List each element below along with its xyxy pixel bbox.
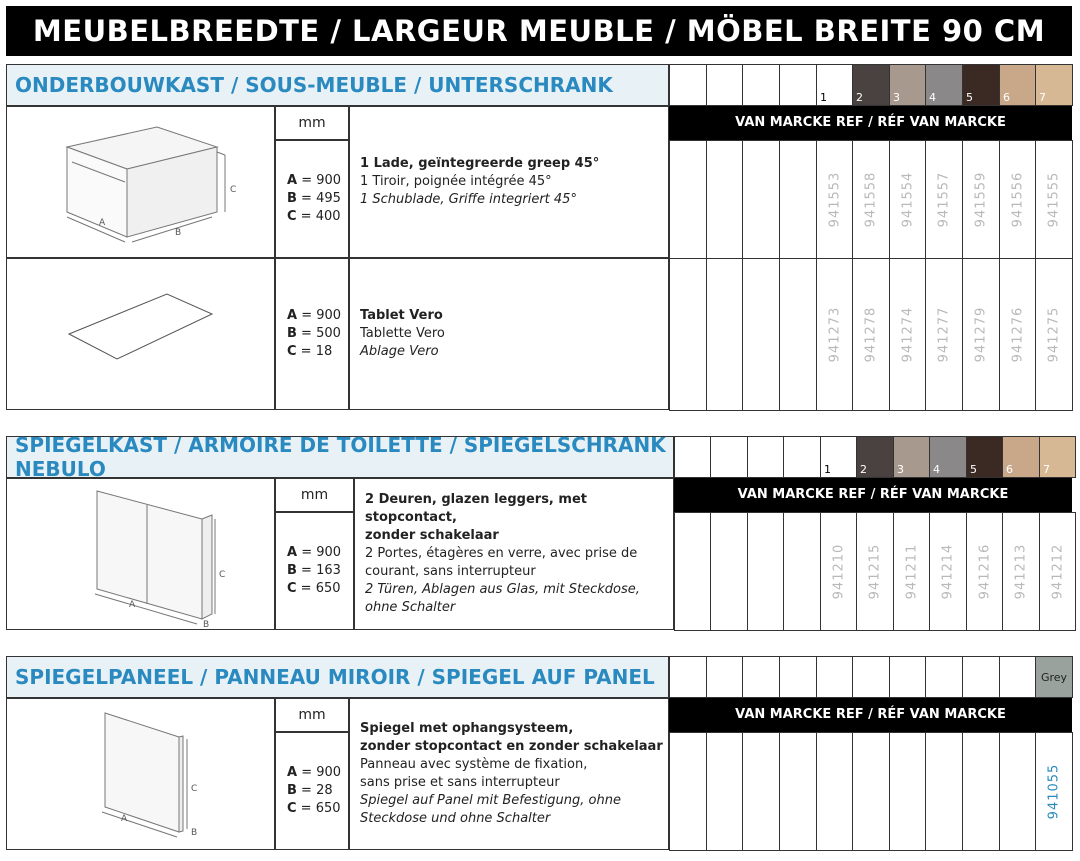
ref-number: 941274 xyxy=(900,306,916,363)
dim-value: = 900 xyxy=(297,545,342,560)
ref-cell xyxy=(816,258,853,411)
ref-cell xyxy=(999,258,1036,411)
dim-value: = 650 xyxy=(296,581,341,596)
svg-text:B: B xyxy=(203,620,210,629)
swatch-number: 1 xyxy=(820,91,827,104)
product-description xyxy=(354,478,674,630)
header-cell xyxy=(669,656,707,698)
desc-nl: Tablet Vero xyxy=(360,308,443,323)
dim-key: C xyxy=(287,581,297,596)
ref-number: 941214 xyxy=(940,543,956,600)
empty-cell xyxy=(669,258,707,411)
header-cell xyxy=(779,656,817,698)
header-cell xyxy=(669,64,707,106)
empty-cell xyxy=(669,732,707,851)
desc-de: 2 Türen, Ablagen aus Glas, mit Steckdose, xyxy=(365,582,640,597)
unit-label: mm xyxy=(275,698,349,732)
dim-value: = 900 xyxy=(297,173,342,188)
ref-number: 941279 xyxy=(973,306,989,363)
dim-value: = 900 xyxy=(297,308,342,323)
desc-de: ohne Schalter xyxy=(365,600,456,615)
color-swatch xyxy=(889,64,926,106)
empty-cell xyxy=(962,732,1000,851)
ref-number: 941213 xyxy=(1013,543,1029,600)
color-swatch xyxy=(1039,436,1076,478)
ref-cell xyxy=(1035,140,1073,259)
empty-cell xyxy=(779,140,817,259)
color-swatch xyxy=(962,64,1000,106)
empty-cell xyxy=(852,732,890,851)
color-swatch xyxy=(1002,436,1040,478)
header-cell xyxy=(747,436,784,478)
ref-cell xyxy=(1002,512,1040,631)
color-swatch-grey: Grey xyxy=(1035,656,1073,698)
header-cell xyxy=(852,656,890,698)
dim-key: B xyxy=(287,191,297,206)
empty-cell xyxy=(674,512,711,631)
ref-number: 941211 xyxy=(904,543,920,600)
dim-value: = 18 xyxy=(296,344,333,359)
swatch-number: 4 xyxy=(933,463,940,476)
ref-cell xyxy=(820,512,857,631)
color-swatch xyxy=(816,64,853,106)
dimensions xyxy=(275,140,349,258)
section-heading-unterschrank: ONDERBOUWKAST / SOUS-MEUBLE / UNTERSCHRANK xyxy=(6,64,669,106)
dim-key: A xyxy=(287,308,298,323)
product-description xyxy=(349,106,669,258)
ref-number: 941275 xyxy=(1046,306,1062,363)
dim-value: = 163 xyxy=(296,563,341,578)
ref-cell xyxy=(999,140,1036,259)
ref-cell xyxy=(889,140,926,259)
empty-cell xyxy=(779,258,817,411)
ref-number: 941278 xyxy=(863,306,879,363)
color-swatch xyxy=(925,64,963,106)
desc-de: 1 Schublade, Griffe integriert 45° xyxy=(360,192,577,207)
color-swatch xyxy=(820,436,857,478)
ref-number: 941559 xyxy=(973,171,989,228)
desc-nl: 2 Deuren, glazen leggers, met stopcontact, xyxy=(365,492,587,525)
desc-fr: 2 Portes, étagères en verre, avec prise de xyxy=(365,546,638,561)
desc-fr: Tablette Vero xyxy=(360,326,445,341)
swatch-number: 6 xyxy=(1006,463,1013,476)
empty-cell xyxy=(742,140,780,259)
ref-cell xyxy=(856,512,894,631)
header-cell xyxy=(710,436,748,478)
page-title: MEUBELBREEDTE / LARGEUR MEUBLE / MÖBEL BREITE 90 CM xyxy=(6,6,1072,56)
empty-cell xyxy=(706,140,743,259)
svg-text:C: C xyxy=(219,570,226,580)
swatch-number: 5 xyxy=(970,463,977,476)
ref-number: 941554 xyxy=(900,171,916,228)
desc-nl: zonder schakelaar xyxy=(365,528,499,543)
desc-de: Spiegel auf Panel mit Befestigung, ohne xyxy=(360,793,621,808)
ref-number: 941055 xyxy=(1046,763,1062,820)
empty-cell xyxy=(706,732,743,851)
product-image-mirror-cabinet xyxy=(6,478,275,630)
empty-cell xyxy=(747,512,784,631)
color-swatch xyxy=(999,64,1036,106)
empty-cell xyxy=(783,512,821,631)
svg-text:A: A xyxy=(99,218,106,228)
ref-number: 941558 xyxy=(863,171,879,228)
svg-text:C: C xyxy=(191,784,198,794)
header-cell xyxy=(674,436,711,478)
empty-cell xyxy=(925,732,963,851)
ref-cell xyxy=(962,258,1000,411)
ref-cell xyxy=(925,140,963,259)
swatch-number: 2 xyxy=(856,91,863,104)
desc-fr: courant, sans interrupteur xyxy=(365,564,536,579)
empty-cell xyxy=(779,732,817,851)
product-image-tablet xyxy=(6,258,275,410)
header-cell xyxy=(962,656,1000,698)
desc-de: Steckdose und ohne Schalter xyxy=(360,811,551,826)
header-cell xyxy=(742,656,780,698)
svg-text:A: A xyxy=(121,814,128,824)
ref-number: 941210 xyxy=(831,543,847,600)
swatch-number: 2 xyxy=(860,463,867,476)
swatch-number: 7 xyxy=(1043,463,1050,476)
ref-number: 941556 xyxy=(1010,171,1026,228)
desc-nl: 1 Lade, geïntegreerde greep 45° xyxy=(360,156,600,171)
dim-value: = 400 xyxy=(296,209,341,224)
svg-text:B: B xyxy=(175,228,182,238)
desc-nl: Spiegel met ophangsysteem, xyxy=(360,721,574,736)
header-cell xyxy=(779,64,817,106)
ref-number: 941276 xyxy=(1010,306,1026,363)
dim-key: C xyxy=(287,344,297,359)
empty-cell xyxy=(669,140,707,259)
dimensions xyxy=(275,258,349,410)
dim-value: = 900 xyxy=(297,765,342,780)
header-cell xyxy=(706,64,743,106)
svg-text:C: C xyxy=(230,185,237,195)
dim-key: C xyxy=(287,209,297,224)
dim-key: A xyxy=(287,765,298,780)
ref-number: 941277 xyxy=(936,306,952,363)
ref-number: 941216 xyxy=(977,543,993,600)
ref-number: 941215 xyxy=(867,543,883,600)
empty-cell xyxy=(889,732,926,851)
ref-cell xyxy=(966,512,1003,631)
color-swatch xyxy=(852,64,890,106)
van-marcke-header: VAN MARCKE REF / RÉF VAN MARCKE xyxy=(669,698,1072,732)
dimensions xyxy=(275,512,354,630)
ref-number: 941553 xyxy=(827,171,843,228)
svg-text:B: B xyxy=(191,828,198,838)
swatch-number: 3 xyxy=(893,91,900,104)
ref-cell xyxy=(925,258,963,411)
ref-number: 941212 xyxy=(1050,543,1066,600)
color-swatch xyxy=(1035,64,1073,106)
header-cell xyxy=(889,656,926,698)
dim-key: B xyxy=(287,326,297,341)
ref-number: 941555 xyxy=(1046,171,1062,228)
section-heading-spiegelschrank: SPIEGELKAST / ARMOIRE DE TOILETTE / SPIEGELSCHRANK NEBULO xyxy=(6,436,674,478)
ref-cell xyxy=(852,258,890,411)
ref-number: 941557 xyxy=(936,171,952,228)
color-swatch xyxy=(856,436,894,478)
van-marcke-header: VAN MARCKE REF / RÉF VAN MARCKE xyxy=(669,106,1072,140)
dim-value: = 650 xyxy=(296,801,341,816)
empty-cell xyxy=(706,258,743,411)
ref-number: 941273 xyxy=(827,306,843,363)
dim-key: B xyxy=(287,783,297,798)
product-description xyxy=(349,698,669,850)
header-cell xyxy=(999,656,1036,698)
empty-cell xyxy=(742,732,780,851)
header-cell xyxy=(925,656,963,698)
van-marcke-header: VAN MARCKE REF / RÉF VAN MARCKE xyxy=(674,478,1072,512)
empty-cell xyxy=(816,732,853,851)
swatch-number: 1 xyxy=(824,463,831,476)
header-cell xyxy=(706,656,743,698)
color-swatch xyxy=(893,436,930,478)
unit-label: mm xyxy=(275,478,354,512)
ref-cell xyxy=(852,140,890,259)
color-swatch xyxy=(929,436,967,478)
desc-fr: sans prise et sans interrupteur xyxy=(360,775,560,790)
ref-cell xyxy=(962,140,1000,259)
desc-fr: 1 Tiroir, poignée intégrée 45° xyxy=(360,174,552,189)
swatch-number: 4 xyxy=(929,91,936,104)
dim-value: = 500 xyxy=(296,326,341,341)
svg-text:A: A xyxy=(129,600,136,610)
empty-cell xyxy=(742,258,780,411)
dimensions xyxy=(275,732,349,850)
header-cell xyxy=(742,64,780,106)
dim-key: A xyxy=(287,173,298,188)
ref-cell xyxy=(929,512,967,631)
header-cell xyxy=(816,656,853,698)
desc-de: Ablage Vero xyxy=(360,344,439,359)
swatch-number: 6 xyxy=(1003,91,1010,104)
product-image-cabinet xyxy=(6,106,275,258)
swatch-number: 3 xyxy=(897,463,904,476)
desc-nl: zonder stopcontact en zonder schakelaar xyxy=(360,739,663,754)
ref-cell xyxy=(889,258,926,411)
ref-cell xyxy=(893,512,930,631)
dim-key: A xyxy=(287,545,298,560)
unit-label: mm xyxy=(275,106,349,140)
product-image-mirror-panel xyxy=(6,698,275,850)
empty-cell xyxy=(999,732,1036,851)
section-heading-spiegel-panel: SPIEGELPANEEL / PANNEAU MIROIR / SPIEGEL AUF PANEL xyxy=(6,656,669,698)
ref-cell xyxy=(1039,512,1076,631)
dim-key: B xyxy=(287,563,297,578)
product-description xyxy=(349,258,669,410)
dim-value: = 495 xyxy=(296,191,341,206)
ref-cell xyxy=(1035,732,1073,851)
color-swatch xyxy=(966,436,1003,478)
dim-key: C xyxy=(287,801,297,816)
ref-cell xyxy=(816,140,853,259)
swatch-number: 5 xyxy=(966,91,973,104)
ref-cell xyxy=(1035,258,1073,411)
desc-fr: Panneau avec système de fixation, xyxy=(360,757,588,772)
dim-value: = 28 xyxy=(296,783,333,798)
swatch-number: 7 xyxy=(1039,91,1046,104)
empty-cell xyxy=(710,512,748,631)
header-cell xyxy=(783,436,821,478)
